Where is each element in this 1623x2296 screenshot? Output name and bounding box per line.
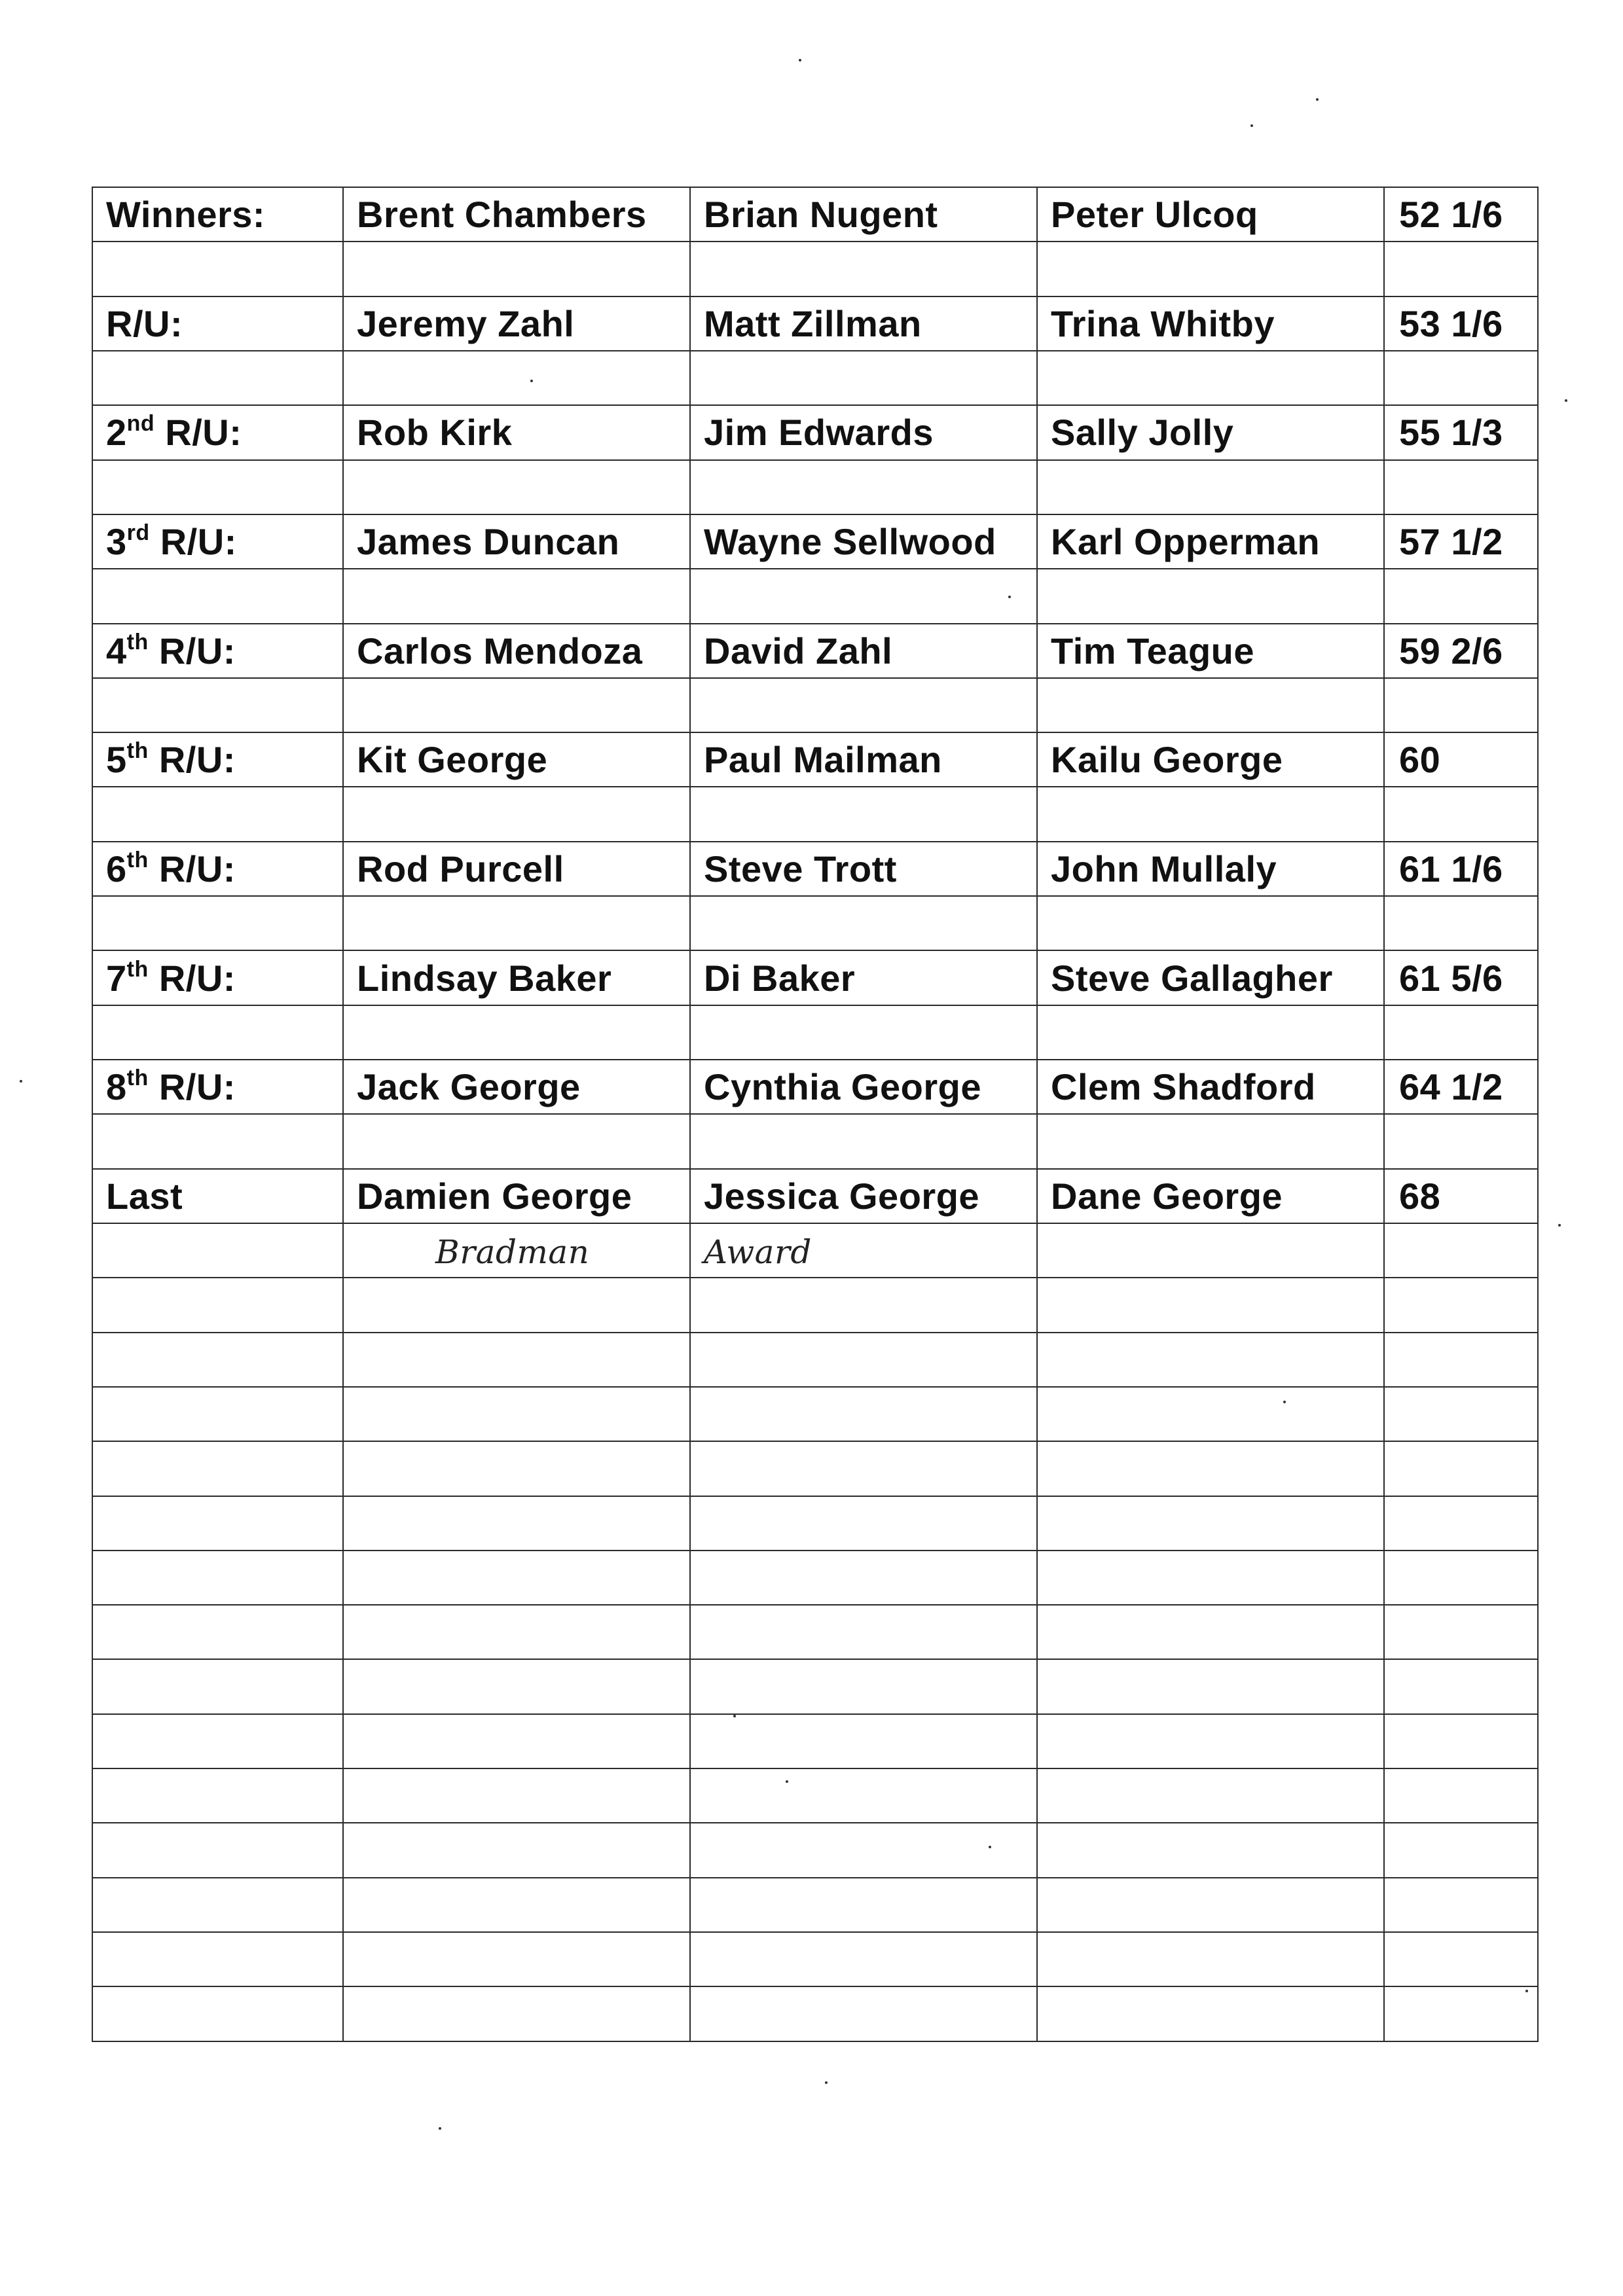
scan-speck [1565,399,1567,402]
player-cell [343,405,690,459]
result-row [92,296,1538,351]
ordinal-suffix: th [126,629,149,655]
empty-cell [1037,678,1384,732]
empty-cell [92,1659,343,1713]
empty-cell [92,1823,343,1877]
spacer-row [92,460,1538,514]
empty-cell [1384,1441,1538,1496]
results-table-body [92,187,1538,2041]
blank-row [92,1278,1538,1332]
place-label: R/U: [106,302,183,344]
player-cell [1037,732,1384,787]
empty-cell [1037,569,1384,623]
player-name: Rob Kirk [357,412,513,454]
player-name: Sally Jolly [1051,412,1234,454]
player-name: Peter Ulcoq [1051,194,1258,236]
empty-cell [690,1932,1037,1986]
place-label: Last [106,1175,183,1217]
result-row [92,624,1538,678]
empty-cell [1037,1768,1384,1823]
blank-row [92,1387,1538,1441]
empty-cell [92,1551,343,1605]
empty-cell [690,1441,1037,1496]
empty-cell [690,460,1037,514]
empty-cell [343,1551,690,1605]
score-value: 60 [1399,739,1441,781]
empty-cell [1384,1878,1538,1932]
empty-cell [1037,460,1384,514]
score-cell [1384,950,1538,1005]
result-row [92,405,1538,459]
empty-cell [92,678,343,732]
empty-cell [690,351,1037,405]
player-name: Rod Purcell [357,848,564,889]
place-ordinal: 6 [106,848,127,889]
empty-cell [1037,1823,1384,1877]
result-row [92,187,1538,242]
player-name: Clem Shadford [1051,1066,1316,1108]
player-name: Kailu George [1051,739,1283,781]
spacer-row [92,351,1538,405]
place-label-cell [92,187,343,242]
ordinal-suffix: th [126,1066,149,1091]
empty-cell [343,1387,690,1441]
label-spacer [149,1066,159,1107]
player-name: Cynthia George [704,1066,981,1108]
score-value: 64 1/2 [1399,1066,1503,1108]
player-name: Tim Teague [1051,630,1255,672]
empty-cell [343,896,690,950]
player-name: Wayne Sellwood [704,521,996,563]
label-spacer [149,739,159,780]
spacer-row [92,569,1538,623]
score-value: 55 1/3 [1399,412,1503,454]
player-cell [343,1060,690,1114]
results-table [92,187,1539,2042]
player-name: Paul Mailman [704,739,942,781]
blank-row [92,1932,1538,1986]
player-name: Jim Edwards [704,412,934,454]
empty-cell [92,1333,343,1387]
score-value: 61 1/6 [1399,848,1503,889]
empty-cell [92,569,343,623]
scan-speck [530,380,533,382]
empty-cell [690,1823,1037,1877]
empty-cell [1037,1496,1384,1551]
score-value: 59 2/6 [1399,630,1503,672]
player-name: Steve Trott [704,848,897,889]
empty-cell [1037,1986,1384,2041]
empty-cell [1037,1714,1384,1768]
player-name: David Zahl [704,630,893,672]
empty-cell [343,1114,690,1168]
score-cell [1384,1060,1538,1114]
empty-cell [1384,1932,1538,1986]
empty-cell [690,242,1037,296]
empty-cell [1384,1278,1538,1332]
empty-cell [690,1496,1037,1551]
empty-cell [343,787,690,841]
player-name: Di Baker [704,957,856,999]
blank-row [92,1441,1538,1496]
label-spacer [149,958,159,999]
empty-cell [343,1932,690,1986]
place-ordinal: 3 [106,521,127,563]
blank-row [92,1823,1538,1877]
ordinal-suffix: rd [126,520,150,546]
empty-cell [343,569,690,623]
scan-speck [1558,1224,1561,1227]
empty-cell [343,1768,690,1823]
player-cell [343,624,690,678]
empty-cell [690,896,1037,950]
empty-cell [690,1333,1037,1387]
handwritten-cell [690,1223,1037,1278]
place-label: R/U: [158,848,236,889]
ordinal-suffix: th [126,847,149,872]
empty-cell [690,1768,1037,1823]
player-name: Matt Zillman [704,302,922,344]
place-label-cell [92,1060,343,1114]
player-name: Jeremy Zahl [357,302,575,344]
empty-cell [1384,1986,1538,2041]
blank-row [92,1986,1538,2041]
empty-cell [343,1659,690,1713]
place-label: R/U: [158,957,236,999]
empty-cell [1037,1605,1384,1659]
empty-cell [92,1714,343,1768]
empty-cell [343,242,690,296]
score-cell [1384,624,1538,678]
empty-cell [690,1387,1037,1441]
empty-cell [1384,1551,1538,1605]
place-ordinal: 7 [106,957,127,999]
empty-cell [92,1605,343,1659]
empty-cell [92,1496,343,1551]
empty-cell [1037,1551,1384,1605]
player-name: Dane George [1051,1175,1283,1217]
scan-speck [799,59,801,62]
empty-cell [1384,460,1538,514]
score-cell [1384,514,1538,569]
player-cell [690,187,1037,242]
place-label: R/U: [165,412,242,454]
empty-cell [92,1441,343,1496]
result-row [92,1060,1538,1114]
empty-cell [343,1496,690,1551]
player-cell [690,1169,1037,1223]
result-row [92,950,1538,1005]
score-cell [1384,842,1538,896]
place-label: R/U: [158,1066,236,1108]
empty-cell [690,787,1037,841]
handwritten-bradman: Bradman [435,1233,590,1272]
player-cell [1037,624,1384,678]
empty-cell [1384,351,1538,405]
scan-speck [439,2127,441,2130]
place-label-cell [92,296,343,351]
result-row [92,514,1538,569]
empty-cell [343,1714,690,1768]
place-ordinal: 5 [106,739,127,781]
score-value: 61 5/6 [1399,957,1503,999]
empty-cell [92,787,343,841]
player-cell [690,296,1037,351]
player-cell [343,1169,690,1223]
empty-cell [1037,1441,1384,1496]
score-value: 68 [1399,1175,1441,1217]
empty-cell [343,1986,690,2041]
spacer-row [92,678,1538,732]
player-name: Kit George [357,739,548,781]
empty-cell [1384,678,1538,732]
blank-row [92,1605,1538,1659]
empty-cell [1037,1878,1384,1932]
empty-cell [690,1714,1037,1768]
place-label-cell [92,405,343,459]
score-value: 53 1/6 [1399,302,1503,344]
empty-cell [343,1823,690,1877]
player-cell [690,842,1037,896]
empty-cell [1384,569,1538,623]
empty-cell [1037,1659,1384,1713]
place-label-cell [92,842,343,896]
scan-speck [1008,596,1011,598]
place-ordinal: 2 [106,412,127,454]
player-cell [690,1060,1037,1114]
spacer-row [92,1005,1538,1060]
empty-cell [343,1605,690,1659]
score-cell [1384,296,1538,351]
empty-cell [1384,1223,1538,1278]
empty-cell [92,1387,343,1441]
empty-cell [343,1005,690,1060]
empty-cell [343,1278,690,1332]
empty-cell [343,1878,690,1932]
scan-speck [786,1780,788,1783]
spacer-row [92,787,1538,841]
scan-speck [825,2081,828,2084]
empty-cell [690,678,1037,732]
blank-row [92,1551,1538,1605]
empty-cell [690,1605,1037,1659]
player-cell [690,514,1037,569]
empty-cell [92,1878,343,1932]
player-cell [1037,1060,1384,1114]
spacer-row [92,1114,1538,1168]
empty-cell [1384,1114,1538,1168]
place-label: R/U: [160,521,237,563]
scan-speck [1316,98,1319,101]
empty-cell [690,1005,1037,1060]
empty-cell [1384,1005,1538,1060]
player-cell [343,950,690,1005]
empty-cell [690,1878,1037,1932]
blank-row [92,1333,1538,1387]
empty-cell [92,1114,343,1168]
player-name: Lindsay Baker [357,957,612,999]
scan-speck [1283,1401,1286,1403]
score-value: 57 1/2 [1399,521,1503,563]
empty-cell [92,896,343,950]
empty-cell [1037,1932,1384,1986]
score-cell [1384,187,1538,242]
player-name: Carlos Mendoza [357,630,643,672]
player-cell [1037,514,1384,569]
scan-speck [1525,1990,1528,1992]
blank-row [92,1878,1538,1932]
empty-cell [690,1659,1037,1713]
player-cell [1037,187,1384,242]
empty-cell [343,460,690,514]
empty-cell [92,242,343,296]
label-spacer [150,521,160,562]
place-label: Winners: [106,194,266,236]
handwritten-award: Award [704,1233,812,1272]
player-cell [690,405,1037,459]
player-name: Brian Nugent [704,194,938,236]
player-name: Brent Chambers [357,194,647,236]
empty-cell [1037,896,1384,950]
score-cell [1384,405,1538,459]
player-cell [1037,405,1384,459]
place-label-cell [92,514,343,569]
empty-cell [1037,1333,1384,1387]
place-label-cell [92,732,343,787]
player-name: Jessica George [704,1175,980,1217]
empty-cell [1384,1659,1538,1713]
result-row [92,842,1538,896]
player-cell [1037,296,1384,351]
place-label-cell [92,950,343,1005]
ordinal-suffix: th [126,956,149,982]
empty-cell [1037,1223,1384,1278]
empty-cell [1037,1114,1384,1168]
empty-cell [343,1441,690,1496]
player-cell [343,514,690,569]
player-cell [343,842,690,896]
empty-cell [92,460,343,514]
place-label: R/U: [158,739,236,781]
empty-cell [92,1005,343,1060]
place-label-cell [92,1169,343,1223]
place-label: R/U: [158,630,236,672]
blank-row [92,1659,1538,1713]
spacer-row [92,896,1538,950]
result-row [92,1169,1538,1223]
empty-cell [343,351,690,405]
empty-cell [1037,1278,1384,1332]
empty-cell [1384,896,1538,950]
handwritten-cell [343,1223,690,1278]
ordinal-suffix: th [126,738,149,764]
player-name: Trina Whitby [1051,302,1275,344]
player-name: Damien George [357,1175,632,1217]
place-ordinal: 4 [106,630,127,672]
player-cell [690,732,1037,787]
empty-cell [1384,1605,1538,1659]
empty-cell [1384,1333,1538,1387]
label-spacer [149,630,159,672]
empty-cell [1384,1823,1538,1877]
player-name: John Mullaly [1051,848,1277,889]
blank-row [92,1768,1538,1823]
player-cell [690,950,1037,1005]
result-row [92,732,1538,787]
empty-cell [1037,351,1384,405]
spacer-row [92,242,1538,296]
scan-speck [989,1846,991,1848]
scan-speck [733,1715,736,1717]
player-cell [690,624,1037,678]
player-cell [343,187,690,242]
player-name: James Duncan [357,521,620,563]
scan-speck [1250,124,1253,127]
empty-cell [92,1932,343,1986]
empty-cell [1037,1005,1384,1060]
player-cell [343,732,690,787]
empty-cell [92,1278,343,1332]
blank-row [92,1714,1538,1768]
empty-cell [92,1768,343,1823]
empty-cell [1037,787,1384,841]
score-value: 52 1/6 [1399,194,1503,236]
label-spacer [149,848,159,889]
empty-cell [690,569,1037,623]
empty-cell [1384,1387,1538,1441]
empty-cell [1384,1768,1538,1823]
label-spacer [155,412,165,453]
empty-cell [92,1223,343,1278]
player-name: Jack George [357,1066,581,1108]
empty-cell [690,1278,1037,1332]
player-cell [1037,950,1384,1005]
score-cell [1384,1169,1538,1223]
empty-cell [1384,242,1538,296]
player-name: Steve Gallagher [1051,957,1333,999]
empty-cell [1384,1496,1538,1551]
place-ordinal: 8 [106,1066,127,1108]
player-cell [1037,842,1384,896]
score-cell [1384,732,1538,787]
empty-cell [690,1114,1037,1168]
place-label-cell [92,624,343,678]
blank-row [92,1496,1538,1551]
empty-cell [690,1986,1037,2041]
player-name: Karl Opperman [1051,521,1321,563]
handwritten-note-row [92,1223,1538,1278]
empty-cell [1384,1714,1538,1768]
empty-cell [690,1551,1037,1605]
empty-cell [92,351,343,405]
empty-cell [92,1986,343,2041]
empty-cell [343,678,690,732]
empty-cell [343,1333,690,1387]
player-cell [343,296,690,351]
empty-cell [1037,1387,1384,1441]
empty-cell [1037,242,1384,296]
empty-cell [1384,787,1538,841]
player-cell [1037,1169,1384,1223]
scan-speck [20,1080,22,1083]
ordinal-suffix: nd [126,411,155,437]
